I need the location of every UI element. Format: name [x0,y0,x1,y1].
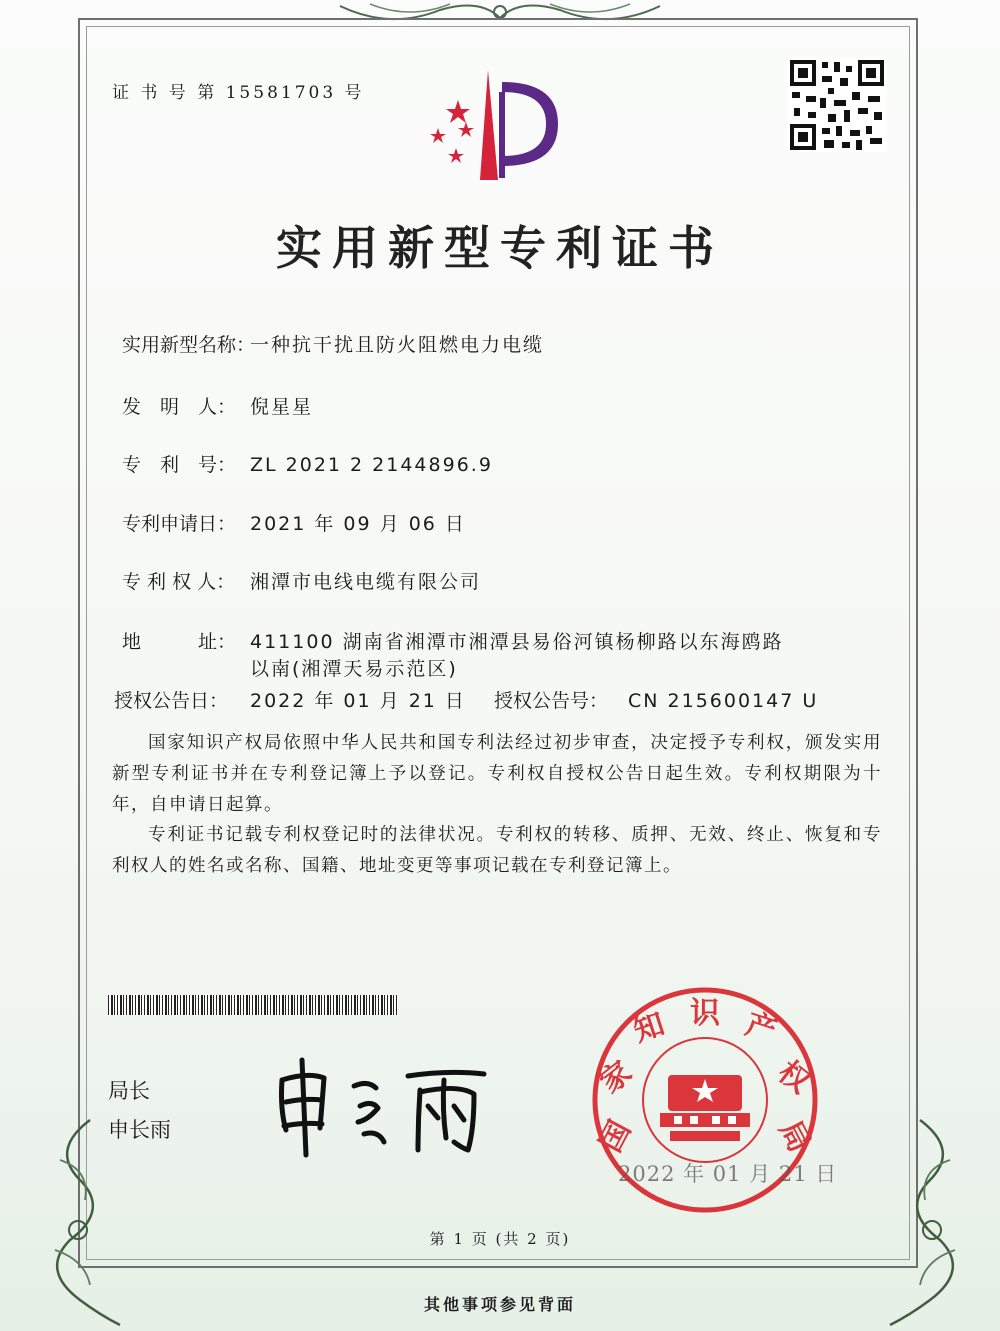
field-application-date [122,509,466,536]
svg-text:家: 家 [593,1054,639,1101]
field-label: 专 利 权 人： [122,571,236,593]
svg-text:局: 局 [771,1115,817,1158]
svg-text:产: 产 [741,1006,781,1050]
field-value: 一种抗干扰且防火阻燃电力电缆 [250,334,545,356]
svg-text:识: 识 [690,996,720,1031]
field-label: 专 利 号： [122,454,237,476]
field-patentee [122,567,481,594]
field-grant-date [114,686,466,713]
svg-text:知: 知 [629,1006,669,1050]
page-number: 第 1 页 (共 2 页) [429,1230,571,1248]
address-line-1: 411100 湖南省湘潭市湘潭县易俗河镇杨柳路以东海鸥路 [250,631,784,653]
field-label: 专利申请日： [122,513,237,535]
field-label: 发 明 人： [122,396,237,418]
field-value: 2022 年 01 月 21 日 [250,690,466,712]
svg-text:国: 国 [593,1115,639,1158]
field-patent-number [122,450,493,477]
address-line-2: 以南(湘潭天易示范区) [250,658,458,680]
field-label: 授权公告号： [494,690,609,712]
field-value: 2021 年 09 月 06 日 [250,513,466,535]
paragraph-grant-statement: 国家知识产权局依照中华人民共和国专利法经过初步审查，决定授予专利权，颁发实用新型专利证书并在专利登记簿上予以登记。专利权自授权公告日起生效。专利权期限为十年，自申请日起算。 [112,733,882,815]
director-title: 局长 [108,1079,150,1103]
director-name: 申长雨 [108,1118,171,1142]
svg-text:权: 权 [771,1054,817,1101]
field-label: 授权公告日： [114,690,229,712]
certificate-number: 证 书 号 第 15581703 号 [112,83,365,103]
field-label: 实用新型名称： [122,334,256,356]
field-address [122,627,784,654]
field-value: 倪星星 [250,396,314,418]
field-inventor [122,392,313,419]
field-value: 湘潭市电线电缆有限公司 [250,571,482,593]
handwritten-signature [268,1050,498,1160]
field-value: CN 215600147 U [628,690,819,712]
paragraph-legal-status: 专利证书记载专利权登记时的法律状况。专利权的转移、质押、无效、终止、恢复和专利权人的姓名或名称、国籍、地址变更等事项记载在专利登记簿上。 [112,825,882,876]
patent-office-logo [418,68,578,188]
seal-date: 2022 年 01 月 21 日 [618,1162,838,1186]
field-grant-number [494,686,818,713]
field-utility-model-name [122,330,544,357]
qr-code [788,58,886,152]
back-note: 其他事项参见背面 [423,1295,576,1314]
barcode [108,995,398,1015]
field-label: 地 址： [122,631,237,653]
certificate-title: 实用新型专利证书 [276,221,724,275]
field-value: ZL 2021 2 2144896.9 [250,454,493,476]
